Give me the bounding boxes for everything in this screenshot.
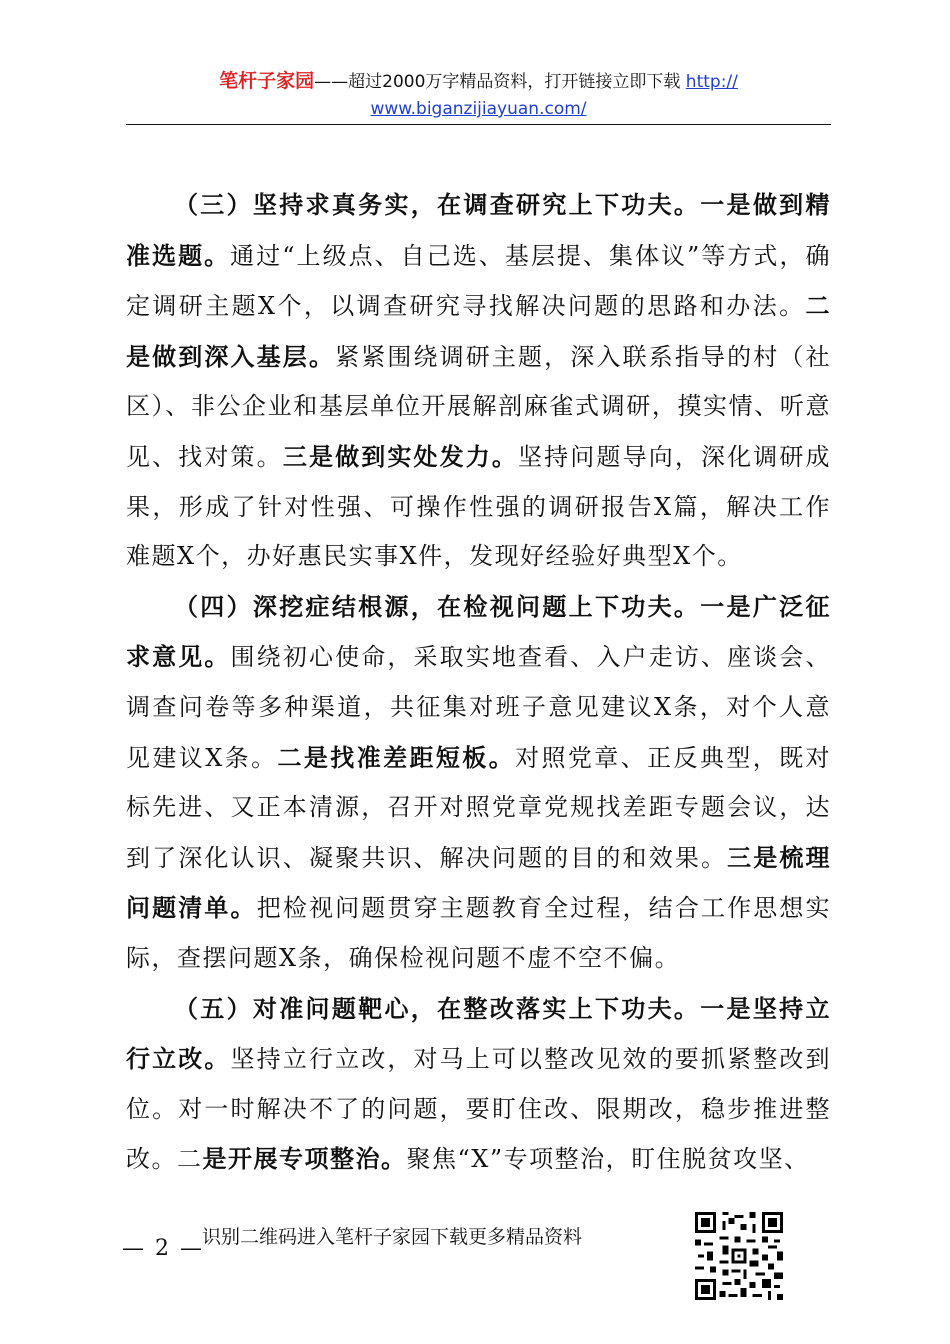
text-run: 聚焦“X”专项整治，盯住脱贫攻坚、: [406, 1145, 810, 1174]
bold-run: （四）深挖症结根源，在检视问题上下功夫。一是广泛征求意见。: [126, 591, 831, 672]
paragraph-section-3: [126, 180, 831, 582]
text-run: 对照党章、正反典型，既对标先进、又正本清源，召开对照党章党规找差距专题会议，达到了深化认识、凝聚共识、解决问题的目的和效果。: [126, 743, 832, 872]
header-tagline: ——超过2000万字精品资料，打开链接立即下载: [314, 72, 681, 92]
text-run: 坚持立行立改，对马上可以整改见效的要抓紧整改到位。对一时解决不了的问题，要盯住改、限期改，稳步推进整改。二: [126, 1045, 832, 1174]
bold-run: （三）坚持求真务实，在调查研究上下功夫。一是做到精准选题。: [126, 190, 831, 270]
download-link-part1[interactable]: http://: [685, 72, 738, 92]
bold-run: 二是做到深入基层。: [126, 291, 831, 371]
text-run: 把检视问题贯穿主题教育全过程，结合工作思想实际，查摆问题X条，确保检视问题不虚不空不偏。: [126, 894, 832, 972]
bold-run: 三是梳理问题清单。: [126, 842, 832, 923]
text-run: 通过“上级点、自己选、基层提、集体议”等方式，确定调研主题X个，以调查研究寻找解决问题的思路和办法。: [126, 241, 832, 321]
bold-run: 二是找准差距短板。: [277, 742, 516, 772]
document-body: [126, 180, 831, 1185]
text-run: 坚持问题导向，深化调研成果，形成了针对性强、可操作性强的调研报告X篇，解决工作难题X个，办好惠民实事X件，发现好经验好典型X个。: [126, 442, 832, 571]
text-run: 围绕初心使命，采取实地查看、入户走访、座谈会、调查问卷等多种渠道，共征集对班子意见建议X条，对个人意见建议X条。: [126, 643, 832, 772]
header-divider: [126, 124, 831, 125]
page-number: — 2 —: [122, 1236, 204, 1261]
text-run: 紧紧围绕调研主题，深入联系指导的村（社区）、非公企业和基层单位开展解剖麻雀式调研，摸实情、听意见、找对策。: [126, 342, 831, 471]
download-link-part2[interactable]: www.biganzijiayuan.com/: [370, 99, 587, 119]
paragraph-section-5: [126, 984, 831, 1185]
bold-run: 是开展专项整治。: [202, 1144, 407, 1174]
bold-run: 三是做到实处发力。: [282, 441, 519, 471]
page-header: [126, 68, 831, 123]
bold-run: （五）对准问题靶心，在整改落实上下功夫。一是坚持立行立改。: [126, 993, 831, 1074]
paragraph-section-4: [126, 582, 831, 984]
footer-promo-text: 识别二维码进入笔杆子家园下载更多精品资料: [202, 1226, 583, 1248]
qr-code-icon: [695, 1212, 783, 1300]
site-brand: 笔杆子家园: [219, 70, 315, 92]
